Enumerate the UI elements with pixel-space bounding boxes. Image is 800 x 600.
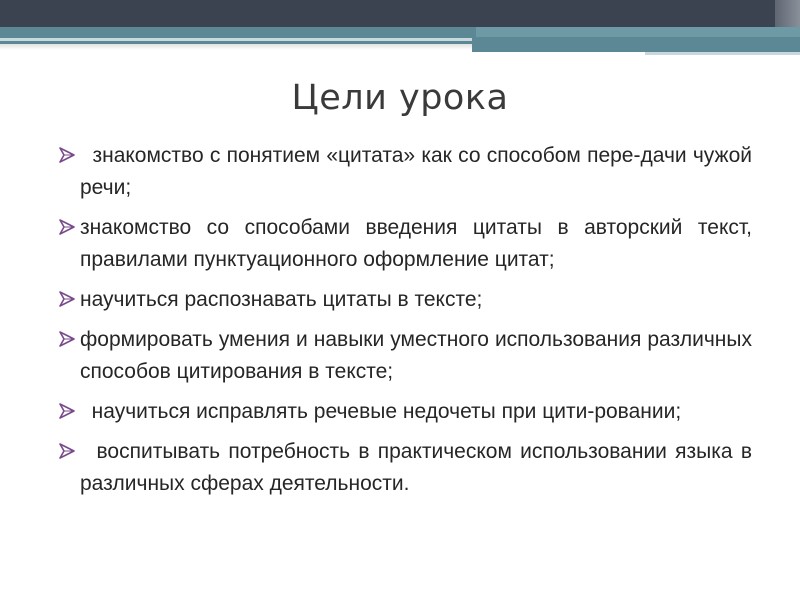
goal-item <box>58 212 752 276</box>
header-band-step <box>472 44 800 52</box>
goal-text: научиться распознавать цитаты в тексте; <box>80 288 483 311</box>
header-band-dark <box>0 0 800 27</box>
goal-item <box>58 140 752 204</box>
arrowhead-bullet-icon <box>58 330 76 348</box>
goal-text: знакомство с понятием «цитата» как со способом пере-дачи чужой речи; <box>80 144 752 199</box>
arrowhead-bullet-icon <box>58 442 76 460</box>
goal-text: формировать умения и навыки уместного использования различных способов цитирования в тексте; <box>80 328 752 383</box>
arrowhead-bullet-icon <box>58 146 76 164</box>
goals-list <box>58 140 752 508</box>
goal-item <box>58 284 752 316</box>
arrowhead-bullet-icon <box>58 402 76 420</box>
header-band-accent <box>775 0 800 27</box>
header-shadow <box>0 44 472 50</box>
goal-text: знакомство со способами введения цитаты в авторский текст, правилами пунктуационного оформление цитат; <box>80 216 752 271</box>
header-band-teal-light <box>476 27 800 37</box>
header-divider-left <box>0 38 472 41</box>
header-divider-right <box>645 52 800 55</box>
goal-text: научиться исправлять речевые недочеты при цити-ровании; <box>80 400 682 423</box>
slide-title: Цели урока <box>291 78 509 118</box>
goal-item <box>58 324 752 388</box>
arrowhead-bullet-icon <box>58 290 76 308</box>
arrowhead-bullet-icon <box>58 218 76 236</box>
goal-item <box>58 396 752 428</box>
goal-text: воспитывать потребность в практическом использовании языка в различных сферах деятельности. <box>80 440 752 495</box>
goal-item <box>58 436 752 500</box>
